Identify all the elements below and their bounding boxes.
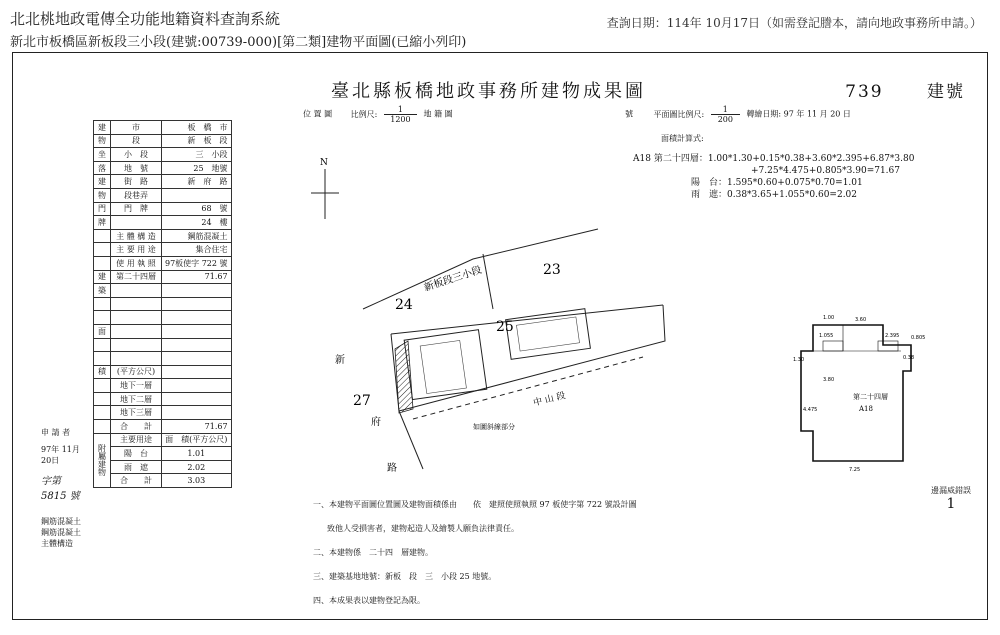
query-date: 查詢日期：114年 10月17日（如需登記謄本，請向地政事務所申請。） <box>606 16 982 30</box>
row-value: 24 樓 <box>162 216 232 230</box>
table-row <box>94 270 232 284</box>
table-row <box>94 229 232 243</box>
row-group: 物 <box>94 188 111 202</box>
row-value: 97板使字 722 號 <box>162 256 232 270</box>
row-label: 主 要 用 途 <box>111 243 162 257</box>
north-label: N <box>320 158 328 168</box>
row-label: 合 計 <box>111 420 162 434</box>
position-map-label: 位 置 圖 <box>303 109 333 119</box>
row-group <box>94 229 111 243</box>
road-name: 府 <box>371 417 381 428</box>
floor-label: 第二十四層 <box>853 393 888 401</box>
notes <box>313 493 637 613</box>
table-row <box>94 474 232 488</box>
side-label: 面 <box>94 324 111 338</box>
position-map <box>303 109 683 489</box>
dimension-label: 4.475 <box>803 407 818 413</box>
table-row <box>94 216 232 230</box>
row-group <box>94 243 111 257</box>
dimension-label: 0.805 <box>911 335 926 341</box>
table-row <box>94 420 232 434</box>
row-label: 小 段 <box>111 148 162 162</box>
row-group: 落 <box>94 161 111 175</box>
row-label: 段 <box>111 134 162 148</box>
dimension-label: 1.00 <box>823 315 835 321</box>
row-group: 建 <box>94 270 111 284</box>
table-row <box>94 311 232 325</box>
table-row <box>94 161 232 175</box>
row-value: 三 小段 <box>162 148 232 162</box>
dimension-label: 0.38 <box>903 355 915 361</box>
annex-area: 2.02 <box>162 460 232 474</box>
table-row <box>94 324 232 338</box>
table-row <box>94 460 232 474</box>
row-label: 主 體 構 造 <box>111 229 162 243</box>
row-value: 25 地號 <box>162 161 232 175</box>
applicant-date: 97年 11月 20日 <box>41 445 80 465</box>
plan-number-label: 號 <box>625 109 633 119</box>
row-group: 建 <box>94 175 111 189</box>
calc-line: 陽 台：1.595*0.60+0.075*0.70=1.01 <box>691 178 863 188</box>
stamp-value: 1 <box>946 496 956 512</box>
row-label: 使 用 執 照 <box>111 256 162 270</box>
row-group: 物 <box>94 134 111 148</box>
note-line: 二、本建物係 二十四 層建物。 <box>313 548 433 557</box>
table-row <box>94 433 232 447</box>
calc-line: A18 第二十四層：1.00*1.30+0.15*0.38+3.60*2.395+6.87*3.80 <box>633 154 915 164</box>
table-row <box>94 284 232 298</box>
row-value <box>162 188 232 202</box>
table-row <box>94 392 232 406</box>
zhongshan-label: 中 山 段 <box>532 391 567 409</box>
applicant-label: 申 請 者 <box>41 428 71 437</box>
table-row <box>94 406 232 420</box>
row-label: 地下二層 <box>111 392 162 406</box>
floor-plan <box>783 311 933 511</box>
row-label: 街 路 <box>111 175 162 189</box>
table-row <box>94 202 232 216</box>
row-value: 鋼筋混凝土 <box>162 229 232 243</box>
annex-use: 雨 遮 <box>111 460 162 474</box>
dimension-label: 3.60 <box>855 317 867 323</box>
building-number-label: 建號 <box>927 82 965 102</box>
stamp-label: 邊漏威錯誤 <box>931 486 971 495</box>
annex-header: 主體構造 <box>41 539 73 548</box>
calc-title: 面積計算式: <box>661 134 704 143</box>
road-name: 新 <box>335 355 345 366</box>
annex-header: 面 積(平方公尺) <box>162 433 232 447</box>
annex-header: 主要用途 <box>111 433 162 447</box>
plan-scale-label: 平面圖比例尺: <box>653 109 705 119</box>
hatched-note: 如圖斜線部分 <box>473 423 515 431</box>
dimension-label: 3.80 <box>823 377 835 383</box>
position-map-scale-label: 比例尺: <box>350 109 378 119</box>
road-name: 路 <box>387 463 397 474</box>
page-header <box>10 8 990 50</box>
annex-label: 附屬建物 <box>94 433 111 487</box>
unit-label: (平方公尺) <box>111 365 162 379</box>
register-table <box>93 120 232 488</box>
lot-number: 24 <box>395 297 413 313</box>
row-value <box>162 379 232 393</box>
system-title: 北北桃地政電傳全功能地籍資料查詢系統 <box>10 10 281 28</box>
scale-numerator: 1 <box>711 105 740 115</box>
row-label: 門 牌 <box>111 202 162 216</box>
row-label: 地 號 <box>111 161 162 175</box>
annex-use: 陽 台 <box>111 447 162 461</box>
row-value: 新 府 路 <box>162 175 232 189</box>
note-line: 致他人受損害者，建物起造人及繪製人願負法律責任。 <box>327 524 519 533</box>
lot-number: 25 <box>496 319 514 335</box>
error-stamp <box>931 485 971 512</box>
document-subtitle: 新北市板橋區新板段三小段(建號:00739-000)[第二類]建物平面圖(已縮小列印) <box>10 35 467 50</box>
lot-number: 27 <box>353 393 371 409</box>
row-group: 牌 <box>94 216 111 230</box>
table-row <box>94 447 232 461</box>
annex-use: 合 計 <box>111 474 162 488</box>
annex-structure: 鋼筋混凝土 <box>41 528 81 537</box>
dimension-label: 1.30 <box>793 357 805 363</box>
side-label: 築 <box>94 284 111 298</box>
plan-header <box>625 105 851 124</box>
row-value: 71.67 <box>162 420 232 434</box>
draw-date: 轉繪日期: 97 年 11 月 20 日 <box>746 109 851 119</box>
note-line: 四、本成果表以建物登記為限。 <box>313 596 425 605</box>
table-row <box>94 121 232 135</box>
table-row <box>94 188 232 202</box>
table-row <box>94 243 232 257</box>
row-value: 集合住宅 <box>162 243 232 257</box>
calc-line: +7.25*4.475+0.805*3.90=71.67 <box>751 166 900 176</box>
annex-area: 3.03 <box>162 474 232 488</box>
area-calculation <box>633 153 914 201</box>
applicant-number: 字第 5815 號 <box>41 476 80 502</box>
document-frame <box>12 52 988 620</box>
row-group: 坐 <box>94 148 111 162</box>
table-row <box>94 379 232 393</box>
table-row <box>94 297 232 311</box>
row-group: 門 <box>94 202 111 216</box>
floor-code: A18 <box>859 405 873 413</box>
row-label <box>111 216 162 230</box>
note-line: 一、本建物平面圖位置圖及建物面積係由 依 建照使照執照 97 板使字第 722 號設計圖 <box>313 500 637 509</box>
scale-denominator: 1200 <box>390 115 411 124</box>
applicant-block <box>41 427 89 549</box>
row-label: 地下三層 <box>111 406 162 420</box>
dimension-label: 7.25 <box>849 467 861 473</box>
table-row <box>94 175 232 189</box>
scale-denominator: 200 <box>717 115 733 124</box>
row-label: 地下一層 <box>111 379 162 393</box>
building-number-value: 739 <box>845 82 884 102</box>
calc-line: 雨 遮：0.38*3.65+1.055*0.60=2.02 <box>691 190 858 200</box>
row-label: 第二十四層 <box>111 270 162 284</box>
annex-area: 1.01 <box>162 447 232 461</box>
note-line: 三、建築基地地號：新板 段 三 小段 25 地號。 <box>313 572 497 581</box>
side-label: 積 <box>94 365 111 379</box>
annex-structure: 鋼筋混凝土 <box>41 517 81 526</box>
base-map-label: 地 籍 圖 <box>423 109 453 119</box>
scale-numerator: 1 <box>384 105 417 115</box>
row-value: 68 號 <box>162 202 232 216</box>
row-label: 段巷弄 <box>111 188 162 202</box>
section-label: 新板段三小段 <box>422 264 484 294</box>
row-value: 板 橋 市 <box>162 121 232 135</box>
row-group <box>94 256 111 270</box>
table-row <box>94 134 232 148</box>
row-group: 建 <box>94 121 111 135</box>
building-number <box>845 77 965 102</box>
lot-number: 23 <box>543 262 561 278</box>
row-value: 新 板 段 <box>162 134 232 148</box>
table-row <box>94 338 232 352</box>
document-title: 臺北縣板橋地政事務所建物成果圖 <box>331 81 646 102</box>
row-value <box>162 392 232 406</box>
plan-scale <box>711 105 740 124</box>
table-row <box>94 352 232 366</box>
table-row <box>94 365 232 379</box>
dimension-label: 1.055 <box>819 333 834 339</box>
row-value: 71.67 <box>162 270 232 284</box>
table-row <box>94 256 232 270</box>
table-row <box>94 148 232 162</box>
row-label: 市 <box>111 121 162 135</box>
row-value <box>162 406 232 420</box>
dimension-label: 2.395 <box>885 333 900 339</box>
